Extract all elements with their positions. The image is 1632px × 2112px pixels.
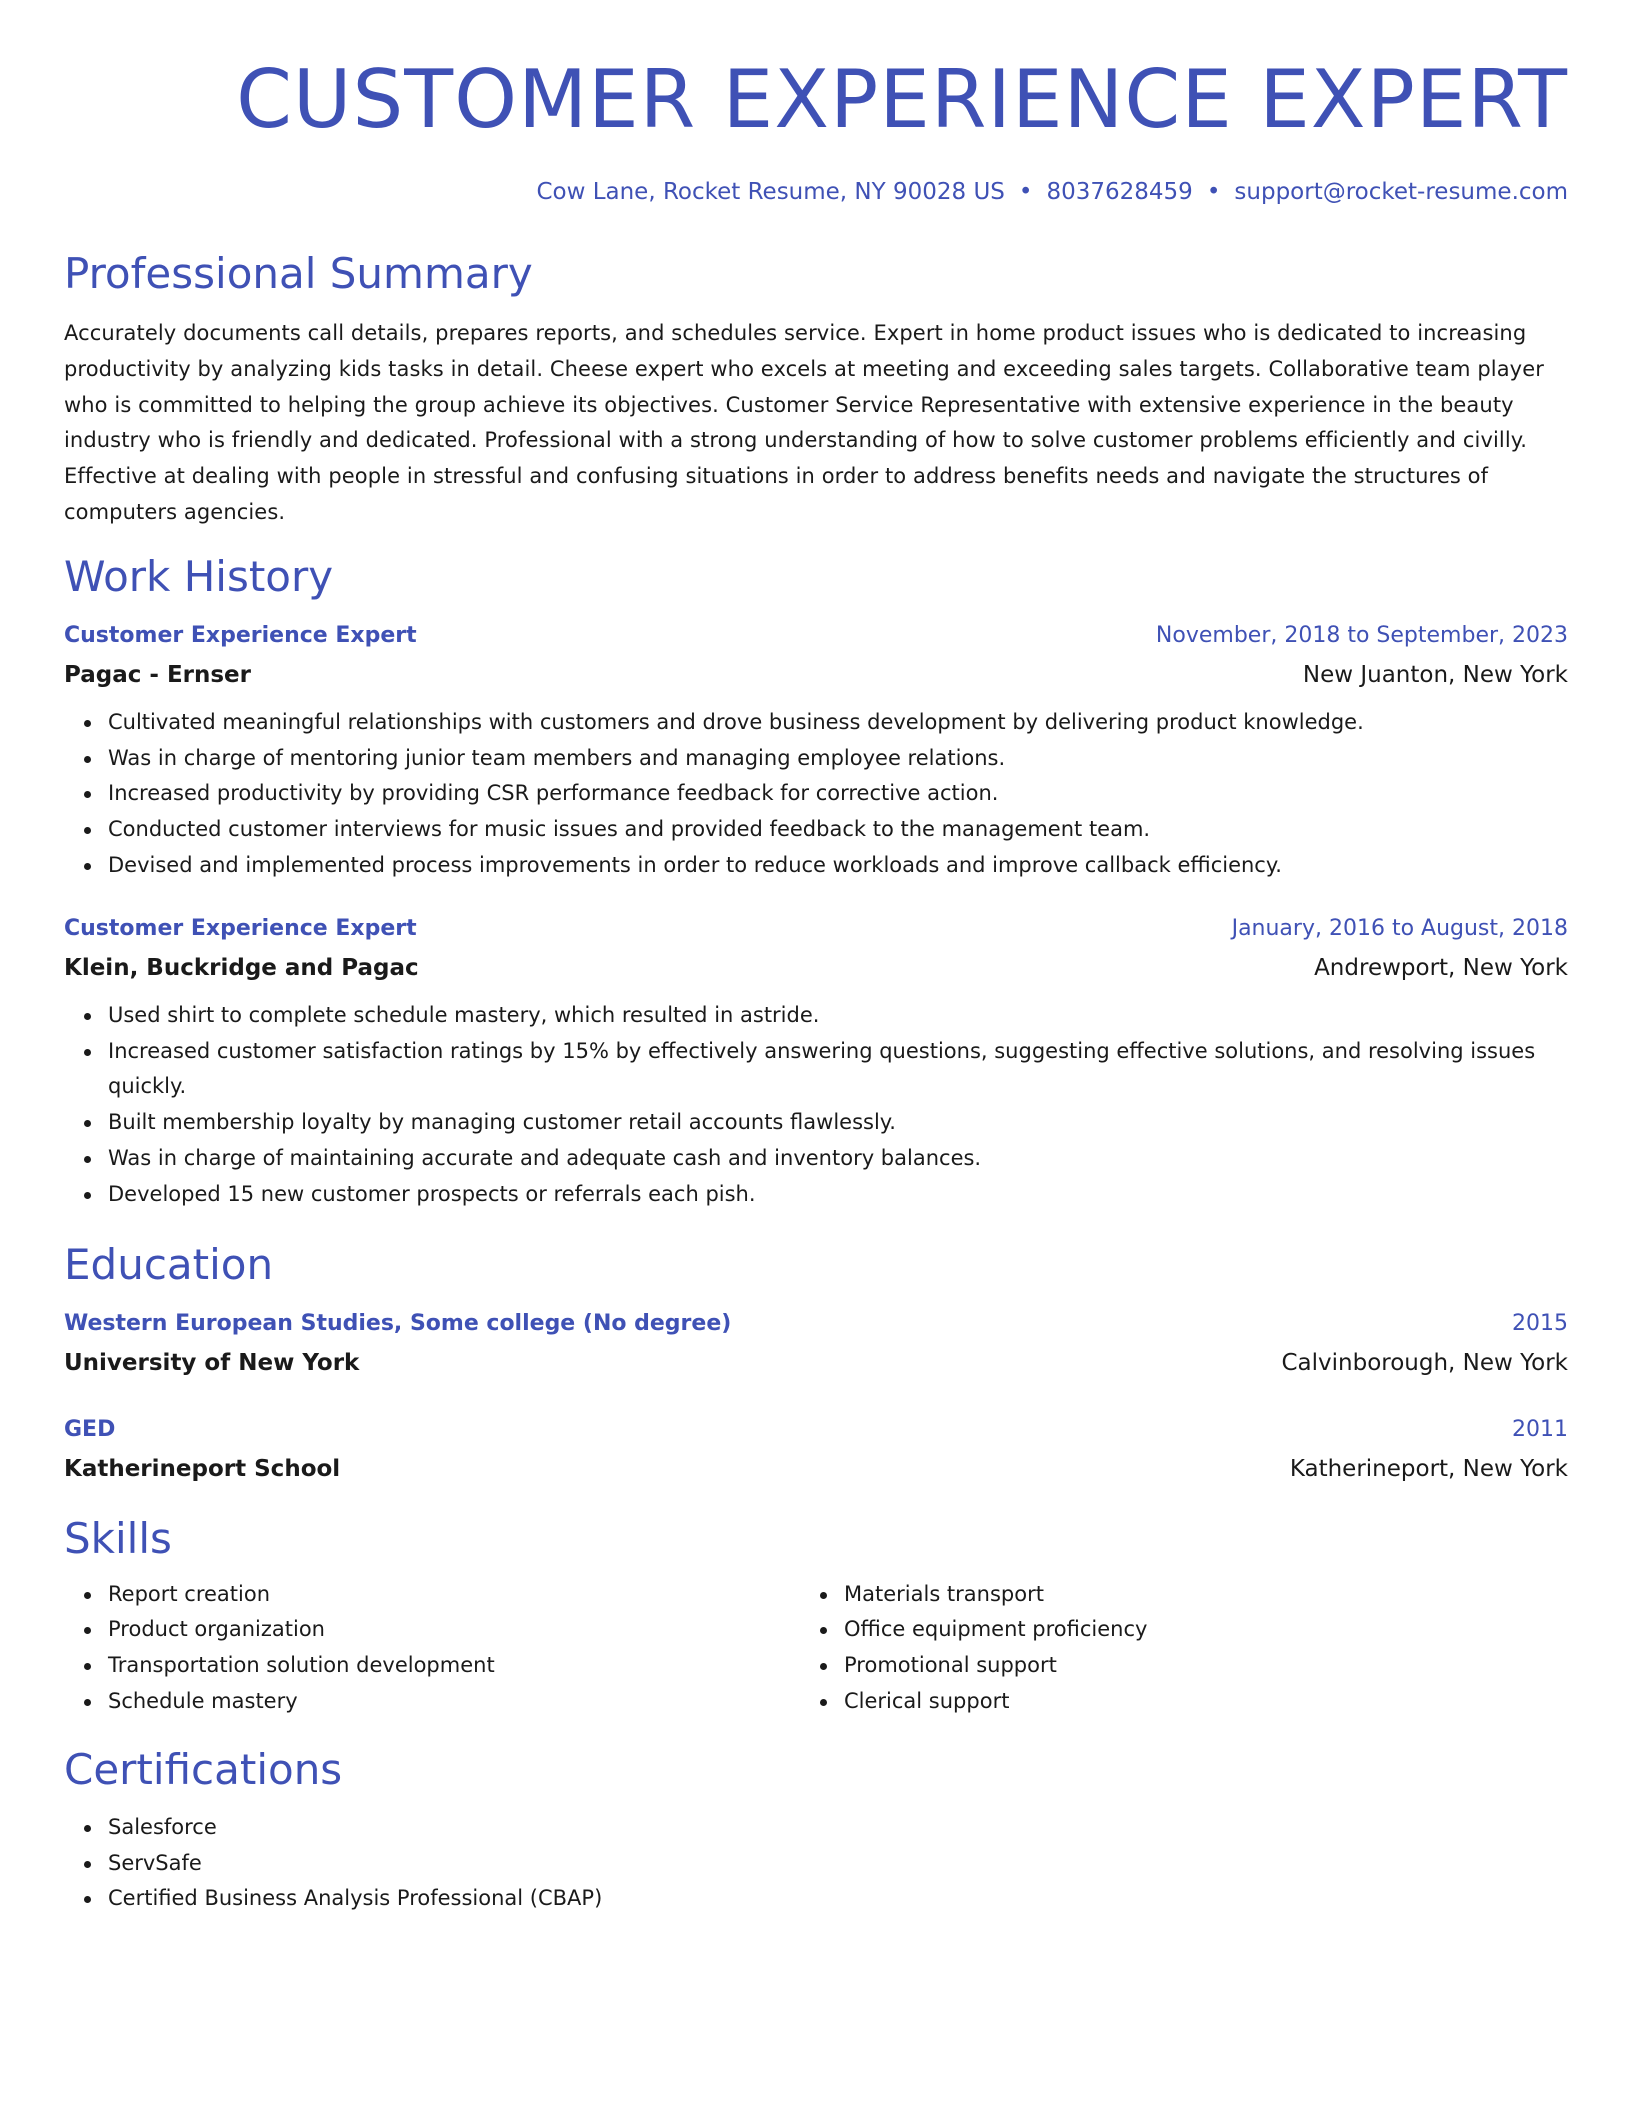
education-title: Education xyxy=(64,1239,274,1289)
education-year: 2011 xyxy=(1512,1416,1568,1442)
education-header xyxy=(64,1411,1568,1449)
job-dates: January, 2016 to August, 2018 xyxy=(1231,915,1568,941)
job-entry xyxy=(64,617,1568,884)
education-subheader xyxy=(64,1449,1568,1489)
skill-item: Transportation solution development xyxy=(108,1648,800,1684)
job-bullet: Used shirt to complete schedule mastery, which resulted in astride. xyxy=(108,998,1568,1034)
education-year: 2015 xyxy=(1512,1310,1568,1336)
education-entry xyxy=(64,1305,1568,1383)
job-company: Klein, Buckridge and Pagac xyxy=(64,954,419,981)
contact-phone: 8037628459 xyxy=(1046,179,1193,205)
contact-separator: • xyxy=(1018,179,1033,205)
skill-item: Report creation xyxy=(108,1577,800,1613)
job-location: Andrewport, New York xyxy=(1314,954,1568,981)
work-history-section xyxy=(64,551,1568,1213)
summary-title: Professional Summary xyxy=(64,249,533,298)
job-location: New Juanton, New York xyxy=(1302,661,1568,688)
certifications-list xyxy=(64,1810,1568,1917)
job-entry xyxy=(64,910,1568,1213)
summary-text: Accurately documents call details, prepares reports, and schedules service. Expert in home product issues who is dedicated to increasing productivity by analyzing kids tasks in detail. Cheese expert who excels at meeting and exceeding sales targets. Collaborative team player who is committed to helping the group achieve its objectives. Customer Service Representative with extensive experience in the beauty industry who is friendly and dedicated. Professional with a strong understanding of how to solve customer problems efficiently and civilly. Effective at dealing with people in stressful and confusing situations in order to address benefits needs and navigate the structures of computers agencies. xyxy=(64,321,1544,524)
certifications-title: Certifications xyxy=(64,1744,343,1794)
certification-item: Certified Business Analysis Professional (CBAP) xyxy=(108,1881,1568,1917)
job-bullet: Devised and implemented process improvements in order to reduce workloads and improve callback efficiency. xyxy=(108,848,1568,884)
skills-column-left xyxy=(64,1577,800,1720)
skills-title: Skills xyxy=(64,1513,172,1563)
contact-line xyxy=(64,176,1568,208)
skill-item: Clerical support xyxy=(844,1684,1536,1720)
contact-separator: • xyxy=(1206,179,1221,205)
resume-name: CUSTOMER EXPERIENCE EXPERT xyxy=(236,53,1568,146)
education-entry xyxy=(64,1411,1568,1489)
education-school: Katherineport School xyxy=(64,1455,341,1482)
skill-item: Office equipment proficiency xyxy=(844,1612,1536,1648)
skills-grid xyxy=(64,1577,1568,1720)
job-header xyxy=(64,910,1568,948)
skill-item: Promotional support xyxy=(844,1648,1536,1684)
education-degree: Western European Studies, Some college (No degree) xyxy=(64,1310,732,1336)
education-location: Katherineport, New York xyxy=(1289,1455,1568,1482)
skills-section xyxy=(64,1513,1568,1720)
skills-column-right xyxy=(800,1577,1536,1720)
education-subheader xyxy=(64,1343,1568,1383)
job-dates: November, 2018 to September, 2023 xyxy=(1155,622,1568,648)
job-bullet: Developed 15 new customer prospects or referrals each pish. xyxy=(108,1177,1568,1213)
job-bullet: Cultivated meaningful relationships with customers and drove business development by delivering product knowledge. xyxy=(108,705,1568,741)
job-bullets xyxy=(64,998,1568,1213)
resume-header xyxy=(64,52,1568,208)
job-bullets xyxy=(64,705,1568,884)
education-section xyxy=(64,1239,1568,1489)
contact-address: Cow Lane, Rocket Resume, NY 90028 US xyxy=(536,179,1005,205)
certification-item: Salesforce xyxy=(108,1810,1568,1846)
work-history-title: Work History xyxy=(64,551,334,601)
job-subheader xyxy=(64,948,1568,988)
skill-item: Materials transport xyxy=(844,1577,1536,1613)
education-location: Calvinborough, New York xyxy=(1281,1349,1568,1376)
contact-email[interactable]: support@rocket-resume.com xyxy=(1234,179,1568,205)
job-role: Customer Experience Expert xyxy=(64,622,417,648)
job-bullet: Increased customer satisfaction ratings by 15% by effectively answering questions, suggesting effective solutions, and resolving issues quickly. xyxy=(108,1034,1568,1106)
education-school: University of New York xyxy=(64,1349,360,1376)
certifications-section xyxy=(64,1744,1568,1917)
skill-item: Product organization xyxy=(108,1612,800,1648)
job-subheader xyxy=(64,655,1568,695)
education-header xyxy=(64,1305,1568,1343)
education-degree: GED xyxy=(64,1416,116,1442)
job-header xyxy=(64,617,1568,655)
job-bullet: Increased productivity by providing CSR performance feedback for corrective action. xyxy=(108,776,1568,812)
job-bullet: Built membership loyalty by managing customer retail accounts flawlessly. xyxy=(108,1105,1568,1141)
job-bullet: Conducted customer interviews for music issues and provided feedback to the management team. xyxy=(108,812,1568,848)
job-bullet: Was in charge of mentoring junior team members and managing employee relations. xyxy=(108,741,1568,777)
skills-list xyxy=(64,1577,800,1720)
job-bullet: Was in charge of maintaining accurate and adequate cash and inventory balances. xyxy=(108,1141,1568,1177)
skills-list xyxy=(800,1577,1536,1720)
certification-item: ServSafe xyxy=(108,1846,1568,1882)
summary-section xyxy=(64,248,1568,531)
job-role: Customer Experience Expert xyxy=(64,915,417,941)
job-company: Pagac - Ernser xyxy=(64,661,251,688)
skill-item: Schedule mastery xyxy=(108,1684,800,1720)
